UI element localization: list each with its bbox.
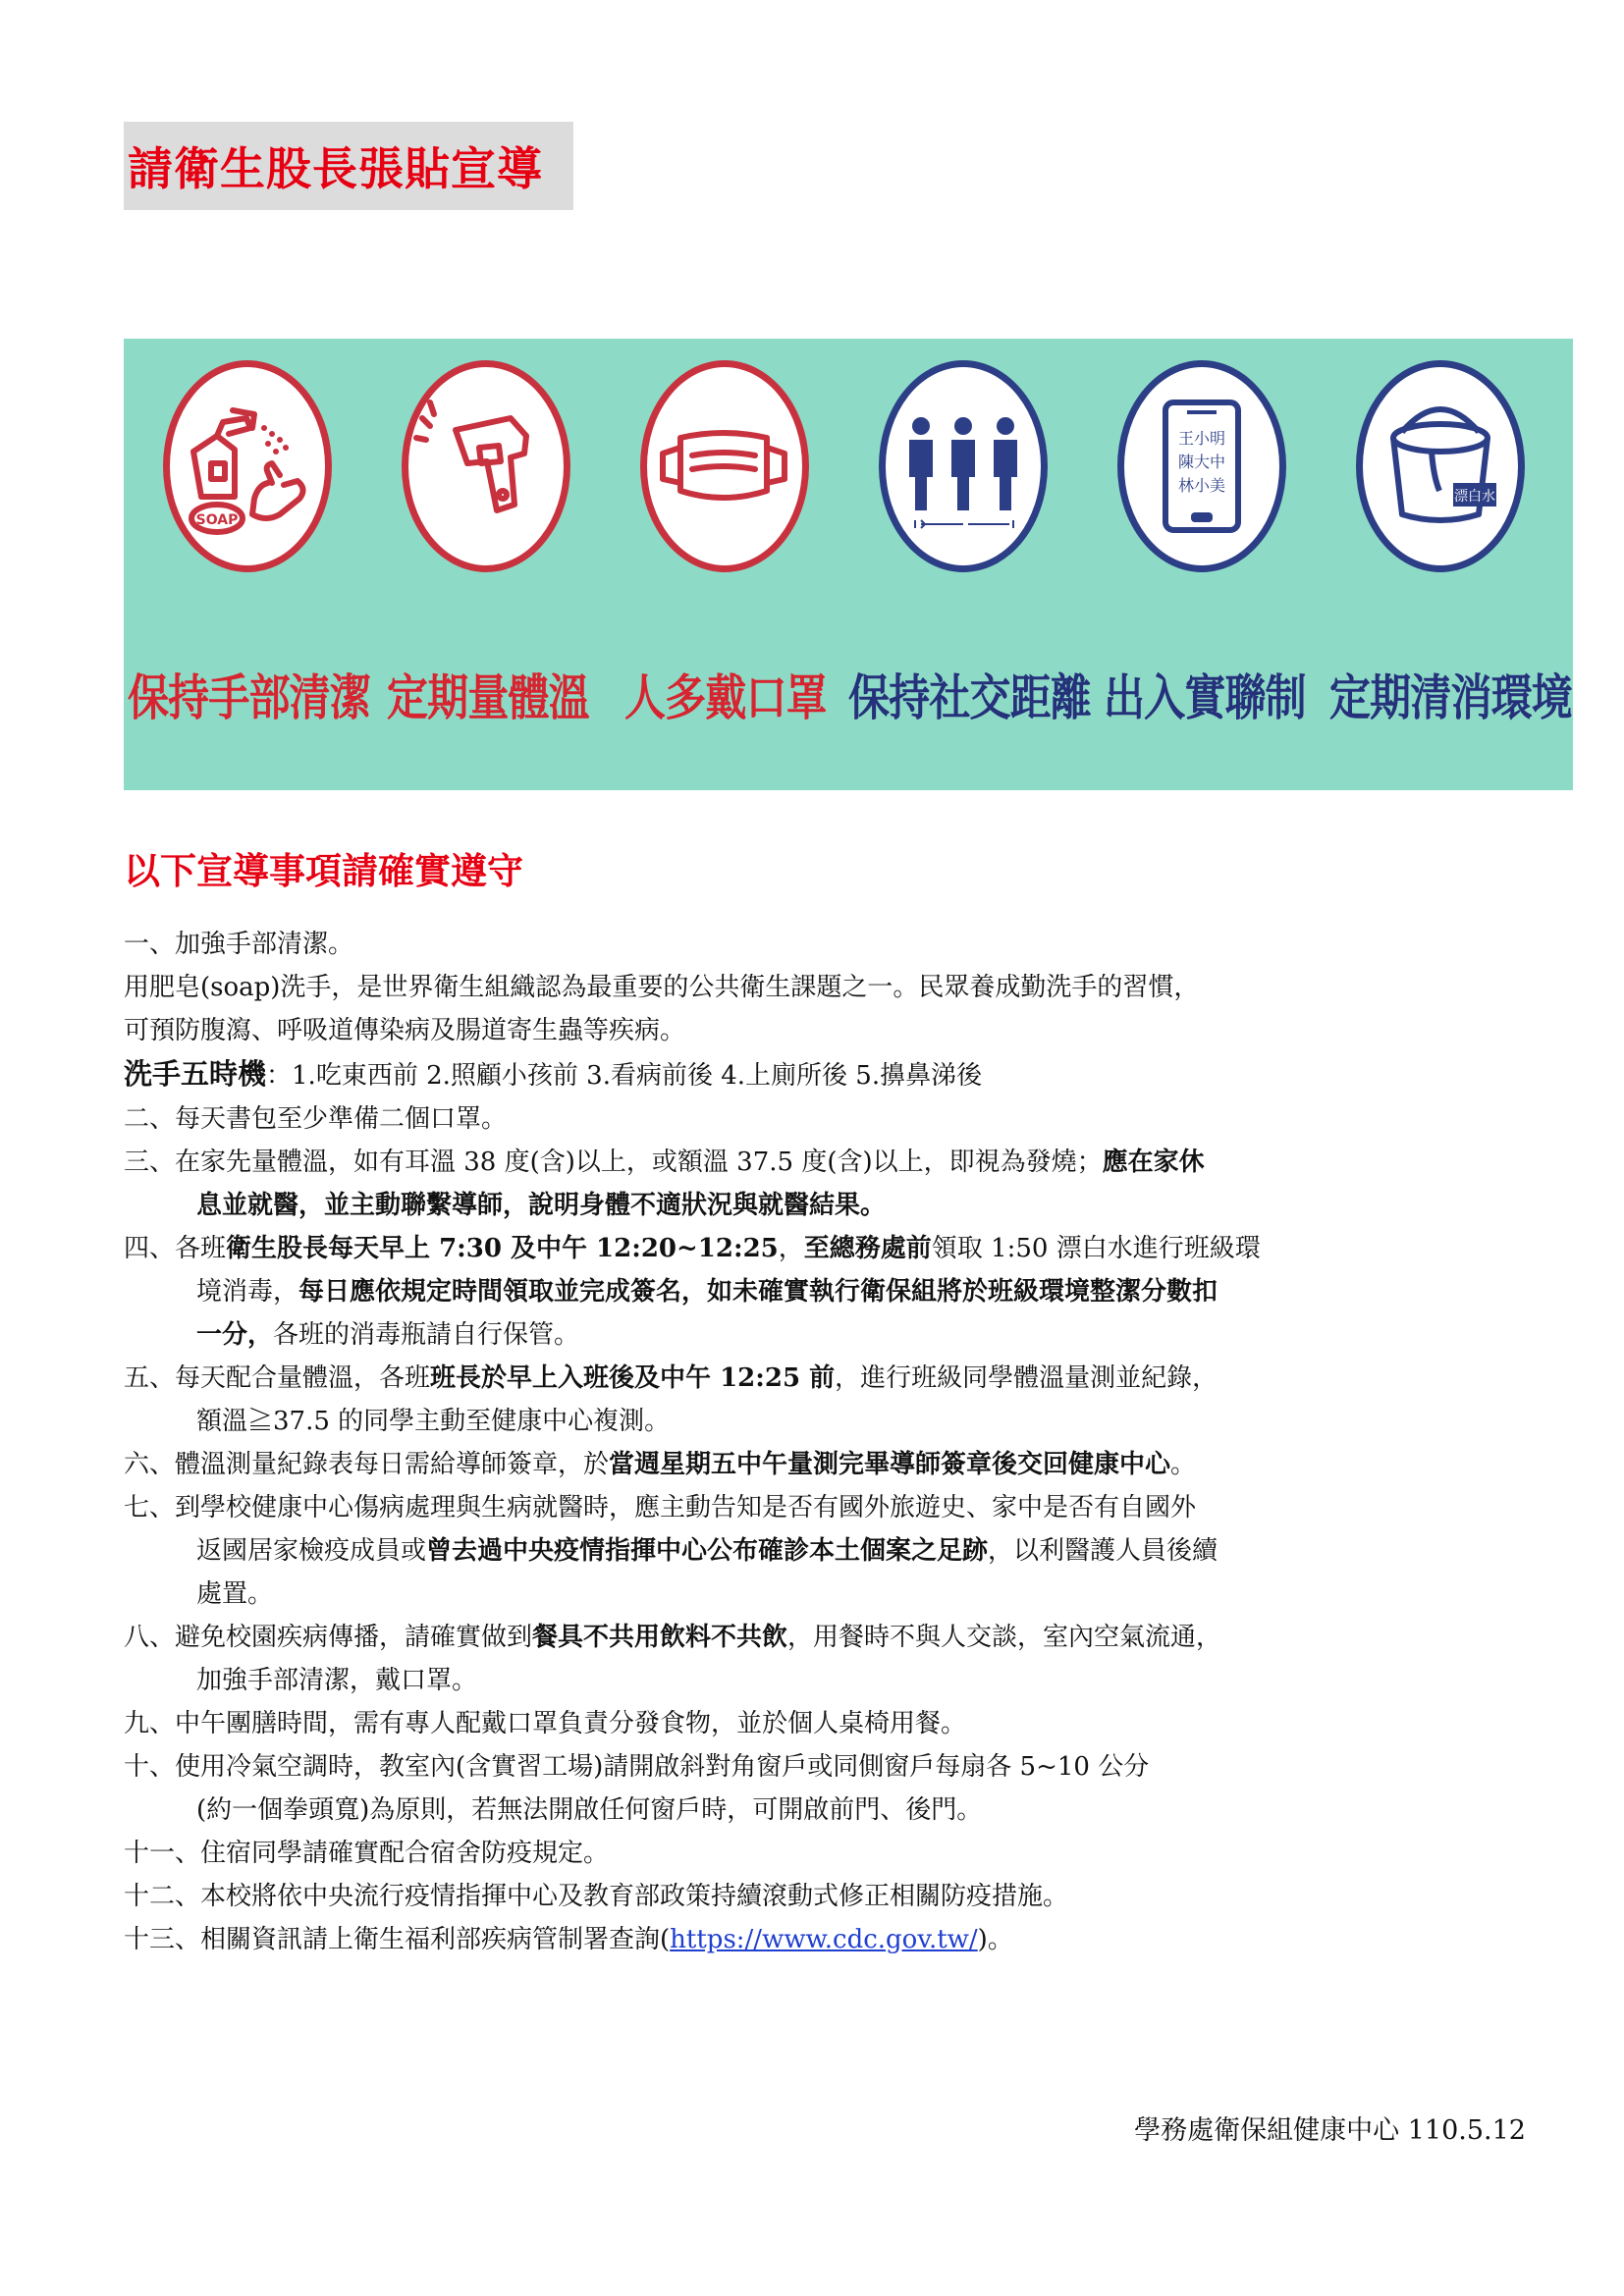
thermometer-icon [402,360,570,572]
cdc-link[interactable]: https://www.cdc.gov.tw/ [670,1925,978,1954]
label-social-distance: 保持社交距離 [848,669,1091,726]
item-7: 七、到學校健康中心傷病處理與生病就醫時，應主動告知是否有國外旅遊史、家中是否有自國外 [124,1493,1197,1522]
item-1-paragraph-line1: 用肥皂(soap)洗手，是世界衛生組織認為最重要的公共衛生課題之一。民眾養成勤洗手的習慣， [124,973,1200,1002]
svg-text:林小美: 林小美 [1177,476,1226,495]
handwash-timing [124,1052,1538,1097]
item-5-cont: 額溫≧37.5 的同學主動至健康中心複測。 [196,1407,671,1436]
title-box [124,122,573,210]
item-2: 二、每天書包至少準備二個口罩。 [124,1104,508,1134]
item-8-cont: 加強手部清潔，戴口罩。 [196,1666,478,1695]
svg-text:SOAP: SOAP [195,512,239,528]
bleach-bucket-icon [1356,360,1525,572]
svg-text:王小明: 王小明 [1177,429,1226,448]
label-disinfection: 定期清消環境 [1329,669,1572,726]
svg-text:漂白水: 漂白水 [1454,489,1495,505]
item-3-cont: 息並就醫，並主動聯繫導師，說明身體不適狀況與就醫結果。 [196,1191,887,1220]
section-subtitle: 以下宣導事項請確實遵守 [124,850,523,892]
item-4: 四、各班衛生股長每天早上 7:30 及中午 12:20~12:25，至總務處前領取 1:50 漂白水進行班級環 [124,1234,1261,1263]
label-mask: 人多戴口罩 [624,669,827,726]
mask-icon [640,360,809,572]
handwash-items: ：1.吃東西前 2.照顧小孩前 3.看病前後 4.上廁所後 5.擤鼻涕後 [266,1061,983,1091]
item-4-cont2: 一分，各班的消毒瓶請自行保管。 [196,1320,580,1350]
item-8: 八、避免校園疾病傳播，請確實做到餐具不共用飲料不共飲，用餐時不與人交談，室內空氣流通， [124,1623,1222,1652]
handwash-label: 洗手五時機 [124,1057,267,1091]
label-contact-registration: 出入實聯制 [1104,669,1306,726]
item-7-cont1: 返國居家檢疫成員或曾去過中央疫情指揮中心公布確診本土個案之足跡，以利醫護人員後續 [196,1536,1218,1566]
item-11: 十一、住宿同學請確實配合宿舍防疫規定。 [124,1839,610,1868]
item-7-cont2: 處置。 [196,1579,274,1609]
footer-signature: 學務處衛保組健康中心 110.5.12 [1134,2115,1526,2146]
item-3: 三、在家先量體溫，如有耳溫 38 度(含)以上，或額溫 37.5 度(含)以上，即視為發燒；應在家休 [124,1148,1205,1177]
social-distance-icon [879,360,1048,572]
item-6: 六、體溫測量紀錄表每日需給導師簽章，於當週星期五中午量測完畢導師簽章後交回健康中心。 [124,1450,1197,1479]
page-title: 請衛生股長張貼宣導 [128,142,543,195]
item-9: 九、中午團膳時間，需有專人配戴口罩負責分發食物，並於個人桌椅用餐。 [124,1709,967,1738]
svg-text:陳大中: 陳大中 [1177,453,1226,471]
item-4-cont1: 境消毒，每日應依規定時間領取並完成簽名，如未確實執行衛保組將於班級環境整潔分數扣 [196,1277,1218,1307]
item-12: 十二、本校將依中央流行疫情指揮中心及教育部政策持續滾動式修正相關防疫措施。 [124,1882,1069,1911]
item-1-paragraph-line2: 可預防腹瀉、呼吸道傳染病及腸道寄生蟲等疾病。 [124,1016,686,1045]
item-10-cont: (約一個拳頭寬)為原則，若無法開啟任何窗戶時，可開啟前門、後門。 [196,1795,983,1825]
soap-spray-handwash-icon [163,360,332,572]
prevention-banner [124,339,1573,790]
label-temperature: 定期量體溫 [387,669,589,726]
notice-content [124,923,1538,1961]
banner-labels [124,659,1573,727]
item-13: 十三、相關資訊請上衛生福利部疾病管制署查詢(https://www.cdc.gov.tw/)。 [124,1925,1013,1954]
label-hand-hygiene: 保持手部清潔 [128,669,370,726]
item-1-heading: 一、加強手部清潔。 [124,930,354,959]
item-5: 五、每天配合量體溫，各班班長於早上入班後及中午 12:25 前，進行班級同學體溫量測並紀錄， [124,1363,1218,1393]
phone-contact-list-icon [1117,360,1286,572]
item-10: 十、使用冷氣空調時，教室內(含實習工場)請開啟斜對角窗戶或同側窗戶每扇各 5~10 公分 [124,1752,1150,1782]
